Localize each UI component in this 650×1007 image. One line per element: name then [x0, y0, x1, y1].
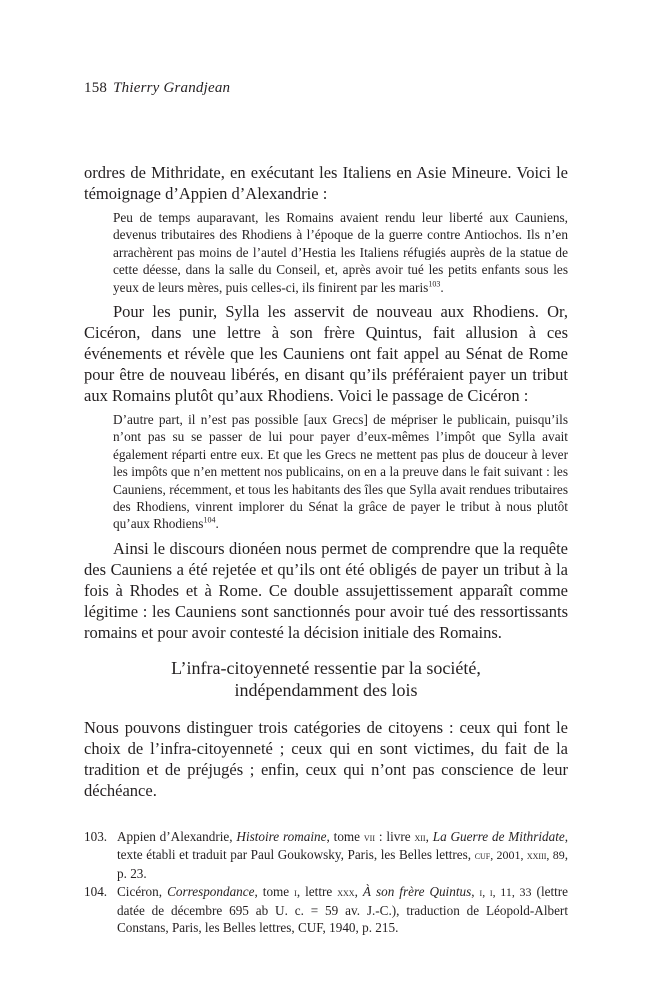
footnote-104 — [84, 883, 568, 936]
running-head — [84, 80, 230, 97]
section-title-line-2: indépendamment des lois — [234, 679, 418, 700]
paragraph-4: Nous pouvons distinguer trois catégories de citoyens : ceux qui font le choix de l’infra-citoyenneté ; ceux qui en sont victimes, du fait de la tradition et de préjugés ; enfin, ceux qui n’ont pas conscience de leur déchéance. — [84, 717, 568, 800]
section-title — [84, 657, 568, 701]
footnote-text: Appien d’Alexandrie, Histoire romaine, tome vii : livre xii, La Guerre de Mithridate, texte établi et traduit par Paul Goukowsky, Paris, les Belles lettres, cuf, 2001, xxiii, 89, p. 23. — [117, 829, 569, 881]
footnote-ref-103[interactable]: 103 — [428, 279, 441, 289]
running-head-author: Thierry Grandjean — [113, 80, 231, 96]
main-text — [84, 162, 568, 801]
paragraph-2: Pour les punir, Sylla les asservit de nouveau aux Rhodiens. Or, Cicéron, dans une lettre à son frère Quintus, fait allusion à ces événements et révèle que les Cauniens ont fait appel au Sénat de Rome pour être de nouveau libérés, en disant qu’ils préféraient payer un tribut aux Romains plutôt qu’aux Rhodiens. Voici le passage de Cicéron : — [84, 302, 568, 406]
paragraph-3: Ainsi le discours dionéen nous permet de comprendre que la requête des Cauniens a été rejetée et qu’ils ont été obligés de payer un tribut à la fois à Rhodes et à Rome. Ce double assujettissement apparaît comme légitime : les Cauniens sont sanctionnés pour avoir tué des ressortissants romains et pour avoir contesté la décision initiale des Romains. — [84, 538, 568, 642]
footnotes — [84, 828, 568, 937]
footnote-number: 104. — [84, 884, 108, 900]
quote-appien-text: Peu de temps auparavant, les Romains avaient rendu leur liberté aux Cauniens, devenus tributaires des Rhodiens à l’époque de la guerre contre Antiochos. Ils n’en arrachèrent pas moins de l’autel d’Hestia les Italiens réfugiés auprès de la statue de cette déesse, dans la salle du Conseil, et, après avoir tué les petits enfants sous les yeux de leurs mères, puis celles-ci, ils finirent par les maris — [113, 210, 568, 295]
paragraph-1: ordres de Mithridate, en exécutant les Italiens en Asie Mineure. Voici le témoignage d’Appien d’Alexandrie : — [84, 163, 568, 203]
footnote-text: Cicéron, Correspondance, tome i, lettre xxx, À son frère Quintus, i, i, 11, 33 (lettre datée de décembre 695 ab U. c. = 59 av. J.-C.), traduction de Léopold-Albert Constans, Paris, les Belles lettres, CUF, 1940, p. 215. — [117, 884, 569, 936]
footnote-number: 103. — [84, 829, 108, 844]
block-quote-appien: Peu de temps auparavant, les Romains avaient rendu leur liberté aux Cauniens, devenus tributaires des Rhodiens à l’époque de la guerre contre Antiochos. Ils n’en arrachèrent pas moins de l’autel d’Hestia les Italiens réfugiés auprès de la statue de cette déesse, dans la salle du Conseil, et, après avoir tué les petits enfants sous les yeux de leurs mères, puis celles-ci, ils finirent par les maris$^{103}$. — [113, 210, 568, 295]
quote-ciceron-text: D’autre part, il n’est pas possible [aux Grecs] de mépriser le publicain, puisqu’ils n’ont pas su se passer de lui pour payer d’eux-mêmes l’impôt que Sylla avait également réparti entre eux. Et que les Grecs ne mettent pas plus de douceur à lever les impôts que n’en mettent nos publicains, on en a la preuve dans le fait suivant : les Cauniens, récemment, et tous les habitants des îles que Sylla avait rendues tributaires des Rhodiens, vinrent implorer du Sénat la grâce de payer le tribut à nous plutôt qu’aux Rhodiens — [113, 412, 568, 532]
footnote-103 — [84, 828, 568, 882]
footnote-ref-104[interactable]: 104 — [203, 516, 216, 526]
page-number: 158 — [84, 80, 108, 96]
block-quote-ciceron: D’autre part, il n’est pas possible [aux Grecs] de mépriser le publicain, puisqu’ils n’ont pas su se passer de lui pour payer d’eux-mêmes l’impôt que Sylla avait également réparti entre eux. Et que les Grecs ne mettent pas plus de douceur à lever les impôts que n’en mettent nos publicains, on en a la preuve dans le fait suivant : les Cauniens, récemment, et tous les habitants des îles que Sylla avait rendues tributaires des Rhodiens, vinrent implorer du Sénat la grâce de payer le tribut à nous plutôt qu’aux Rhodiens$^{104}$. — [113, 412, 568, 532]
section-title-line-1: L’infra-citoyenneté ressentie par la société, — [171, 657, 481, 678]
